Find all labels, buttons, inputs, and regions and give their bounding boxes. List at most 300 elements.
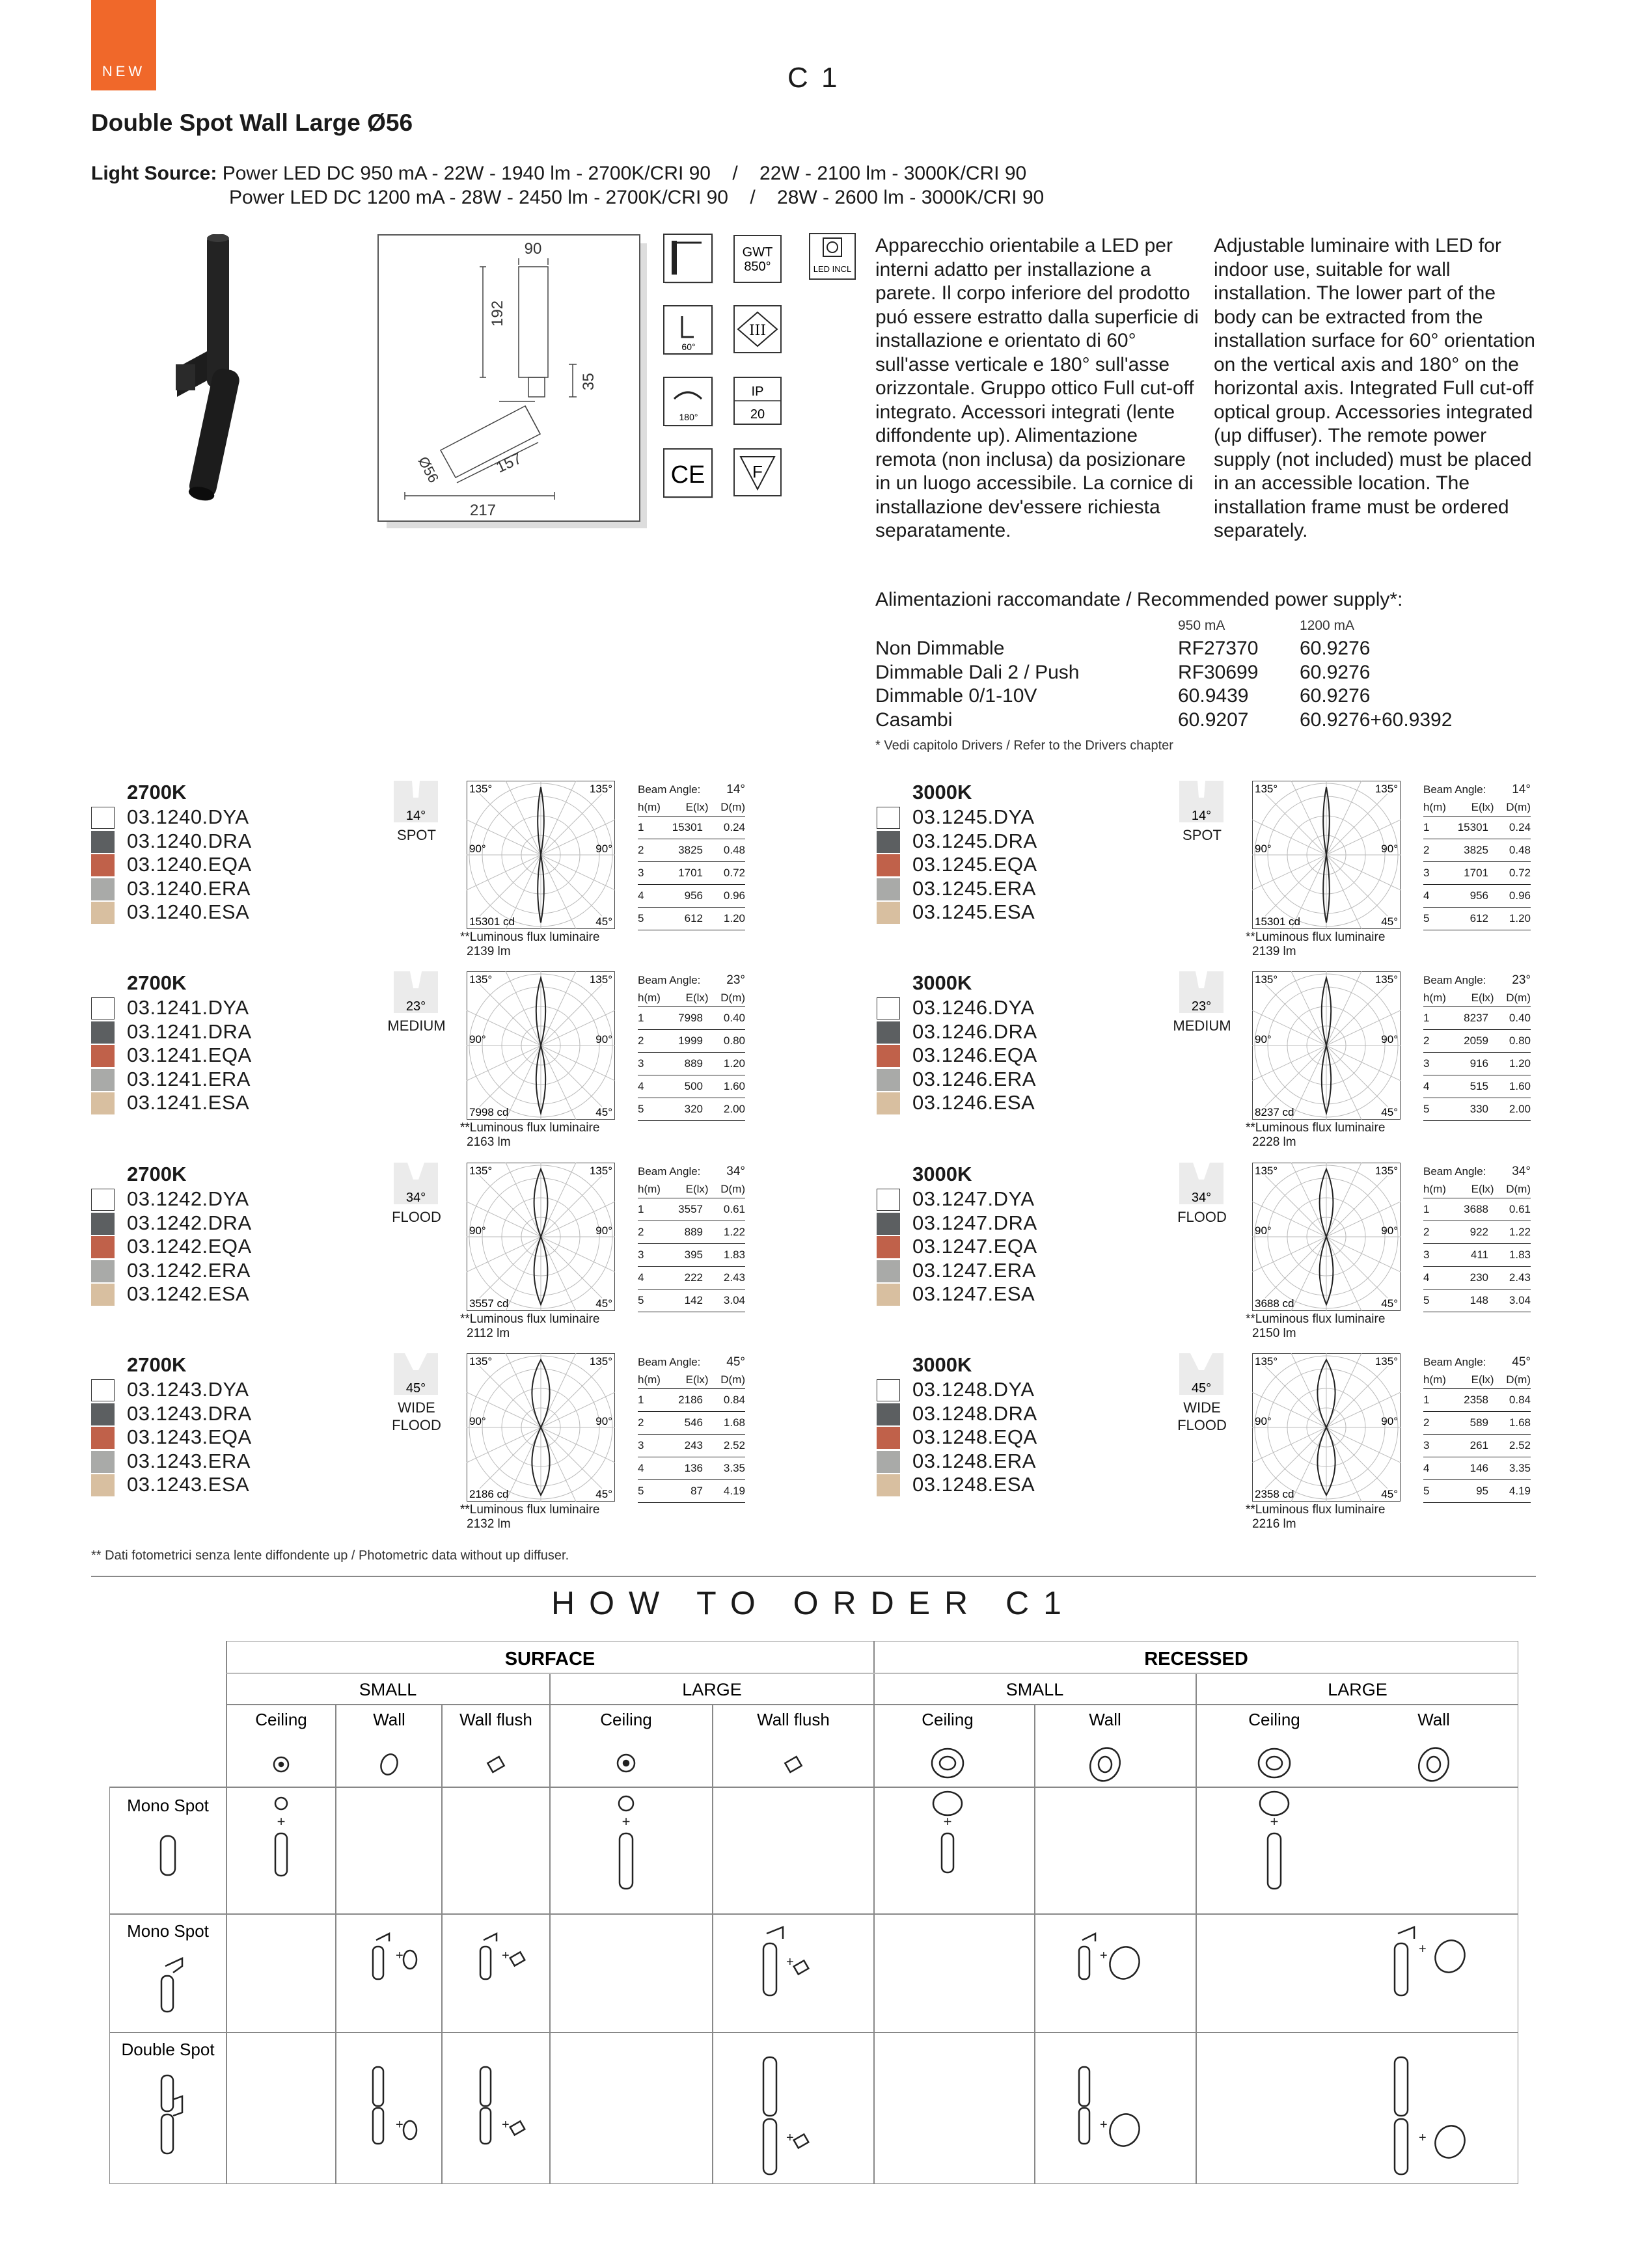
- svg-text:90°: 90°: [1255, 1415, 1272, 1427]
- svg-text:F: F: [752, 462, 763, 481]
- color-swatch-sand: [877, 902, 900, 924]
- light-source-label: Light Source:: [91, 163, 217, 184]
- product-code: 03.1240.ESA: [127, 900, 250, 923]
- power-supply-note: * Vedi capitolo Drivers / Refer to the Drivers chapter: [875, 738, 1173, 753]
- combo-double-recessed-wall-large: [1395, 2057, 1470, 2174]
- product-code: 03.1242.EQA: [127, 1235, 252, 1258]
- product-code: 03.1248.EQA: [912, 1425, 1037, 1448]
- code-row: [127, 1425, 252, 1450]
- product-group: [91, 971, 872, 1160]
- svg-text:45°: 45°: [595, 1488, 612, 1500]
- code-row: [127, 853, 252, 877]
- product-code: 03.1245.DRA: [912, 829, 1037, 852]
- code-row: [912, 853, 1037, 877]
- beam-row: 3 1701 0.72: [638, 862, 745, 885]
- combo-double-wall-small: [373, 2067, 417, 2144]
- svg-text:45°: 45°: [595, 915, 612, 928]
- color-swatch-grey: [877, 1260, 900, 1282]
- combo-recessed-wall-small: [1079, 1934, 1145, 1984]
- svg-text:135°: 135°: [1374, 1355, 1398, 1368]
- svg-text:+: +: [1100, 1949, 1108, 1963]
- certification-icons: [663, 233, 793, 500]
- beam-row: 5 87 4.19: [638, 1480, 745, 1503]
- beam-type: WIDE FLOOD: [1177, 1399, 1227, 1433]
- svg-text:135°: 135°: [1255, 1165, 1278, 1177]
- svg-text:+: +: [1419, 1942, 1427, 1956]
- color-temperature: 3000K: [912, 1353, 972, 1376]
- svg-text:+: +: [502, 2118, 510, 2132]
- code-row: [912, 1450, 1037, 1474]
- class-iii-icon: [734, 306, 781, 353]
- technical-drawing: [377, 234, 640, 522]
- svg-text:135°: 135°: [1255, 783, 1278, 795]
- svg-text:+: +: [1270, 1813, 1279, 1829]
- surface-small: SMALL: [359, 1680, 417, 1699]
- svg-text:90°: 90°: [469, 1415, 486, 1427]
- color-temperature: 2700K: [127, 971, 187, 994]
- code-row: [912, 1282, 1037, 1306]
- beam-angle-icon: [1179, 971, 1224, 1013]
- product-code: 03.1245.EQA: [912, 853, 1037, 876]
- product-code: 03.1241.DYA: [127, 996, 249, 1019]
- color-swatch-white: [91, 1379, 115, 1401]
- ip20-icon: [734, 377, 781, 424]
- color-swatch-dark: [877, 831, 900, 853]
- color-swatch-dark: [91, 831, 115, 853]
- svg-text:135°: 135°: [1374, 1165, 1398, 1177]
- light-source: [91, 161, 1044, 209]
- peak-intensity: 2186 cd: [469, 1488, 509, 1500]
- color-swatch-white: [877, 1189, 900, 1211]
- svg-text:90°: 90°: [1381, 843, 1398, 855]
- beam-row: 1 2358 0.84: [1423, 1389, 1531, 1412]
- svg-text:90°: 90°: [1255, 1033, 1272, 1046]
- beam-table: Beam Angle: 45° h(m) E(lx) D(m) 1 2358 0.84 2 589 1.68 3 261 2.52 4 146 3.35 5 95 4.19: [1423, 1353, 1531, 1503]
- color-swatch-white: [91, 997, 115, 1019]
- col-recessed-small-ceiling: Ceiling: [922, 1710, 974, 1729]
- code-row: [912, 1211, 1037, 1235]
- beam-row: 2 589 1.68: [1423, 1412, 1531, 1435]
- divider: [91, 1576, 1536, 1577]
- svg-text:14°: 14°: [1191, 809, 1212, 822]
- beam-angle-icon: [1179, 1163, 1224, 1204]
- svg-text:90°: 90°: [1255, 843, 1272, 855]
- color-swatch-grey: [91, 878, 115, 900]
- product-group: [91, 1353, 872, 1542]
- color-swatch-white: [91, 807, 115, 829]
- beam-row: 4 956 0.96: [638, 885, 745, 908]
- svg-text:45°: 45°: [1381, 1297, 1398, 1310]
- code-row: [912, 1187, 1037, 1211]
- color-swatch-grey: [91, 1260, 115, 1282]
- beam-row: 4 146 3.35: [1423, 1457, 1531, 1480]
- svg-text:34°: 34°: [1191, 1191, 1212, 1204]
- svg-text:90°: 90°: [595, 1224, 612, 1237]
- ps-row: Casambi 60.9207 60.9276+60.9392: [875, 709, 1453, 731]
- beam-row: 4 500 1.60: [638, 1075, 745, 1098]
- beam-angle-icon: [394, 971, 438, 1013]
- code-row: [127, 830, 252, 854]
- svg-text:135°: 135°: [589, 973, 612, 986]
- product-code: 03.1248.DRA: [912, 1401, 1037, 1425]
- svg-text:135°: 135°: [1255, 973, 1278, 986]
- product-code: 03.1242.ERA: [127, 1258, 251, 1282]
- code-row: [127, 1211, 252, 1235]
- beam-row: 4 515 1.60: [1423, 1075, 1531, 1098]
- beam-row: 1 2186 0.84: [638, 1389, 745, 1412]
- color-temperature: 3000K: [912, 1163, 972, 1185]
- svg-text:+: +: [622, 1813, 631, 1829]
- svg-text:14°: 14°: [405, 809, 426, 822]
- beam-row: 2 1999 0.80: [638, 1030, 745, 1053]
- beam-row: 5 95 4.19: [1423, 1480, 1531, 1503]
- col-surface-small-wall-flush: Wall flush: [459, 1710, 532, 1729]
- svg-text:45°: 45°: [1381, 915, 1398, 928]
- svg-text:+: +: [502, 1949, 510, 1963]
- code-row: [127, 1235, 252, 1259]
- code-row: [912, 1402, 1037, 1426]
- dim-192: 192: [489, 300, 506, 327]
- code-row: [127, 1091, 252, 1115]
- product-code: 03.1243.ESA: [127, 1473, 250, 1496]
- product-code: 03.1245.ESA: [912, 900, 1035, 923]
- product-group: [877, 781, 1627, 969]
- ps-row: Dimmable Dali 2 / Push RF30699 60.9276: [875, 661, 1371, 683]
- svg-text:90°: 90°: [469, 1224, 486, 1237]
- code-row: [127, 996, 252, 1020]
- product-image: [169, 234, 267, 507]
- product-code: 03.1243.DRA: [127, 1401, 252, 1425]
- svg-text:90°: 90°: [1381, 1224, 1398, 1237]
- ce-icon: [664, 449, 713, 498]
- code-row: [127, 1187, 252, 1211]
- combo-double-wall-flush-small: [480, 2067, 525, 2144]
- product-code: 03.1248.ERA: [912, 1449, 1036, 1472]
- beam-row: 2 3825 0.48: [1423, 839, 1531, 862]
- beam-row: 1 7998 0.40: [638, 1007, 745, 1030]
- svg-text:23°: 23°: [405, 999, 426, 1013]
- beam-type: MEDIUM: [387, 1018, 446, 1034]
- recessed-frame-large-icon: [1259, 1749, 1290, 1777]
- svg-text:45°: 45°: [1191, 1381, 1212, 1395]
- luminous-flux: **Luminous flux luminaire 2139 lm: [1246, 930, 1386, 958]
- power-supply-title: Alimentazioni raccomandate / Recommended power supply*:: [875, 589, 1403, 610]
- beam-row: 1 3688 0.61: [1423, 1198, 1531, 1221]
- product-code: 03.1240.ERA: [127, 876, 251, 900]
- description-italian: Apparecchio orientabile a LED per interni adatto per installazione a parete. Il corpo inferiore del prodotto puó essere estratto dalla superficie di installazione e orientato di 60° sull'asse verticale e 180° sull'asse orizzontale. Gruppo ottico Full cut-off integrato. Accessori integrati (lente diffondente up). Alimentazione remota (non inclusa) da posizionare in un luogo accessibile. La cornice di installazione dev'essere richiesta separatamente.: [875, 235, 1199, 541]
- gwt-icon: [734, 236, 781, 282]
- dim-217: 217: [469, 502, 497, 519]
- color-swatch-sand: [877, 1284, 900, 1306]
- product-code: 03.1247.DRA: [912, 1211, 1037, 1234]
- recessed-header: RECESSED: [1144, 1649, 1248, 1669]
- code-row: [127, 805, 252, 830]
- svg-text:+: +: [277, 1813, 286, 1829]
- svg-text:+: +: [943, 1813, 952, 1829]
- product-group: [877, 1163, 1627, 1351]
- surface-large: LARGE: [682, 1680, 742, 1699]
- color-swatch-white: [91, 1189, 115, 1211]
- recessed-large: LARGE: [1328, 1680, 1388, 1699]
- color-swatch-copper: [877, 1045, 900, 1067]
- code-row: [912, 1378, 1037, 1402]
- code-row: [127, 1450, 252, 1474]
- svg-text:135°: 135°: [469, 1165, 493, 1177]
- power-supply-table: [875, 618, 1452, 733]
- svg-text:90°: 90°: [595, 1415, 612, 1427]
- color-temperature: 3000K: [912, 971, 972, 994]
- polar-diagram: [1252, 1163, 1401, 1311]
- color-temperature: 2700K: [127, 781, 187, 803]
- code-row: [912, 830, 1037, 854]
- svg-text:GWT: GWT: [742, 245, 773, 260]
- combo-double-wall-flush-large: [763, 2057, 808, 2174]
- dim-35: 35: [580, 373, 597, 390]
- product-code: 03.1245.ERA: [912, 876, 1036, 900]
- beam-table: Beam Angle: 23° h(m) E(lx) D(m) 1 7998 0.40 2 1999 0.80 3 889 1.20 4 500 1.60 5 320 2.00: [638, 971, 745, 1121]
- ps-col-950: 950 mA: [1178, 618, 1225, 633]
- product-group: [877, 971, 1627, 1160]
- luminous-flux: **Luminous flux luminaire 2132 lm: [460, 1503, 600, 1531]
- color-swatch-sand: [91, 1474, 115, 1496]
- svg-text:850°: 850°: [744, 260, 771, 274]
- beam-row: 1 3557 0.61: [638, 1198, 745, 1221]
- code-row: [127, 1068, 252, 1092]
- code-row: [127, 1402, 252, 1426]
- luminous-flux: **Luminous flux luminaire 2163 lm: [460, 1121, 600, 1149]
- color-swatch-white: [877, 1379, 900, 1401]
- product-codes: [912, 996, 1037, 1115]
- product-group: [877, 1353, 1627, 1542]
- color-temperature: 2700K: [127, 1163, 187, 1185]
- luminous-flux: **Luminous flux luminaire 2216 lm: [1246, 1503, 1386, 1531]
- beam-row: 4 230 2.43: [1423, 1267, 1531, 1289]
- color-swatch-grey: [877, 1451, 900, 1473]
- combo-wall-small: [373, 1934, 417, 1979]
- beam-table: Beam Angle: 34° h(m) E(lx) D(m) 1 3557 0.61 2 889 1.22 3 395 1.83 4 222 2.43 5 142 3.04: [638, 1163, 745, 1312]
- polar-diagram: [467, 1163, 615, 1311]
- beam-row: 2 546 1.68: [638, 1412, 745, 1435]
- svg-text:90°: 90°: [469, 1033, 486, 1046]
- product-code: 03.1241.DRA: [127, 1019, 252, 1043]
- code-row: [912, 900, 1037, 925]
- mono-spot-icon: [161, 1836, 175, 1875]
- combo-recessed-wall-large: [1395, 1927, 1470, 1995]
- luminous-flux: **Luminous flux luminaire 2139 lm: [460, 930, 600, 958]
- color-swatch-white: [877, 807, 900, 829]
- col-surface-large-ceiling: Ceiling: [600, 1710, 652, 1729]
- product-codes: [127, 1187, 252, 1306]
- f-mark-icon: [734, 449, 781, 496]
- wall-mount-icon: [664, 234, 713, 284]
- svg-text:135°: 135°: [1374, 783, 1398, 795]
- svg-text:+: +: [1100, 2118, 1108, 2132]
- svg-text:135°: 135°: [589, 1165, 612, 1177]
- color-swatch-grey: [91, 1069, 115, 1091]
- beam-angle-icon: [394, 781, 438, 822]
- beam-table: Beam Angle: 14° h(m) E(lx) D(m) 1 15301 0.24 2 3825 0.48 3 1701 0.72 4 956 0.96 5 612 1.20: [1423, 781, 1531, 930]
- light-source-line1: Power LED DC 950 mA - 22W - 1940 lm - 2700K/CRI 90 / 22W - 2100 lm - 3000K/CRI 90: [222, 163, 1027, 184]
- beam-row: 3 411 1.83: [1423, 1244, 1531, 1267]
- code-row: [912, 1235, 1037, 1259]
- tilt-60-icon: [664, 306, 713, 355]
- beam-row: 3 916 1.20: [1423, 1053, 1531, 1075]
- product-code: 03.1245.DYA: [912, 805, 1035, 828]
- color-swatch-dark: [91, 1021, 115, 1044]
- product-code: 03.1246.DRA: [912, 1019, 1037, 1043]
- code-row: [127, 1282, 252, 1306]
- svg-text:+: +: [786, 2131, 794, 2145]
- svg-text:45°: 45°: [405, 1381, 426, 1395]
- color-swatch-dark: [91, 1213, 115, 1235]
- wall-flush-plate-large-icon: [785, 1757, 801, 1772]
- beam-table: Beam Angle: 23° h(m) E(lx) D(m) 1 8237 0.40 2 2059 0.80 3 916 1.20 4 515 1.60 5 330 2.00: [1423, 971, 1531, 1121]
- color-swatch-sand: [877, 1092, 900, 1114]
- dim-157: 157: [493, 450, 525, 477]
- product-group: [91, 1163, 872, 1351]
- col-surface-small-ceiling: Ceiling: [255, 1710, 307, 1729]
- svg-text:90°: 90°: [469, 843, 486, 855]
- polar-diagram: [1252, 1353, 1401, 1502]
- dim-90: 90: [524, 240, 542, 258]
- description-english: Adjustable luminaire with LED for indoor use, suitable for wall installation. The lower part of the body can be extracted from the installation surface for 60° orientation on the vertical axis and 180° on the horizontal axis. Integrated Full cut-off optical group. Accessories integrated (up diffuser). The remote power supply (not included) must be placed in an accessible location. The installation frame must be ordered separately.: [1214, 235, 1535, 541]
- code-row: [912, 1259, 1037, 1283]
- peak-intensity: 2358 cd: [1255, 1488, 1294, 1500]
- product-code: 03.1247.ERA: [912, 1258, 1036, 1282]
- combo-ceiling-large: [619, 1796, 633, 1889]
- product-code: 03.1247.EQA: [912, 1235, 1037, 1258]
- color-swatch-sand: [91, 1092, 115, 1114]
- ps-row: Dimmable 0/1-10V 60.9439 60.9276: [875, 685, 1371, 707]
- product-code: 03.1241.ERA: [127, 1067, 251, 1090]
- beam-table: Beam Angle: 34° h(m) E(lx) D(m) 1 3688 0.61 2 922 1.22 3 411 1.83 4 230 2.43 5 148 3.04: [1423, 1163, 1531, 1312]
- color-swatch-copper: [91, 1236, 115, 1258]
- peak-intensity: 15301 cd: [1255, 915, 1300, 928]
- code-row: [912, 805, 1037, 830]
- product-code: 03.1247.ESA: [912, 1282, 1035, 1305]
- code-row: [912, 996, 1037, 1020]
- beam-row: 1 15301 0.24: [1423, 817, 1531, 839]
- product-code: 03.1243.ERA: [127, 1449, 251, 1472]
- beam-table: Beam Angle: 45° h(m) E(lx) D(m) 1 2186 0.84 2 546 1.68 3 243 2.52 4 136 3.35 5 87 4.19: [638, 1353, 745, 1503]
- code-row: [127, 1020, 252, 1044]
- page-code: C 1: [787, 62, 840, 94]
- beam-row: 3 889 1.20: [638, 1053, 745, 1075]
- product-code: 03.1246.DYA: [912, 996, 1035, 1019]
- new-badge: NEW: [91, 0, 156, 90]
- color-swatch-dark: [91, 1403, 115, 1425]
- luminous-flux: **Luminous flux luminaire 2112 lm: [460, 1312, 600, 1340]
- beam-row: 3 243 2.52: [638, 1435, 745, 1457]
- order-table: [109, 1641, 1518, 2184]
- col-surface-large-wall-flush: Wall flush: [757, 1710, 830, 1729]
- product-code: 03.1246.ESA: [912, 1091, 1035, 1114]
- beam-type: SPOT: [1183, 827, 1222, 843]
- polar-diagram: [1252, 781, 1401, 929]
- color-swatch-sand: [91, 902, 115, 924]
- beam-row: 4 222 2.43: [638, 1267, 745, 1289]
- color-swatch-copper: [91, 1045, 115, 1067]
- beam-angle-icon: [394, 1353, 438, 1395]
- svg-text:45°: 45°: [595, 1297, 612, 1310]
- code-row: [912, 1068, 1037, 1092]
- col-recessed-large-wall: Wall: [1417, 1710, 1450, 1729]
- peak-intensity: 7998 cd: [469, 1106, 509, 1118]
- svg-text:135°: 135°: [589, 1355, 612, 1368]
- beam-angle-icon: [1179, 1353, 1224, 1395]
- product-code: 03.1248.DYA: [912, 1378, 1035, 1401]
- wall-cap-icon: [378, 1752, 400, 1777]
- photometric-note: ** Dati fotometrici senza lente diffondente up / Photometric data without up diffuser.: [91, 1548, 569, 1563]
- beam-row: 3 1701 0.72: [1423, 862, 1531, 885]
- svg-text:180°: 180°: [679, 412, 698, 422]
- product-codes: [912, 1378, 1037, 1497]
- beam-table: Beam Angle: 14° h(m) E(lx) D(m) 1 15301 0.24 2 3825 0.48 3 1701 0.72 4 956 0.96 5 612 1.20: [638, 781, 745, 930]
- combo-ceiling-small: [275, 1798, 287, 1876]
- mono-spot-wall-icon: [161, 1958, 182, 2012]
- code-row: [912, 1473, 1037, 1497]
- svg-text:34°: 34°: [405, 1191, 426, 1204]
- col-surface-small-wall: Wall: [373, 1710, 405, 1729]
- svg-text:45°: 45°: [1381, 1488, 1398, 1500]
- beam-row: 5 612 1.20: [1423, 908, 1531, 930]
- polar-diagram: [467, 1353, 615, 1502]
- color-temperature: 3000K: [912, 781, 972, 803]
- row-double-spot: Double Spot: [121, 2040, 215, 2059]
- color-swatch-grey: [877, 878, 900, 900]
- code-row: [912, 1020, 1037, 1044]
- beam-row: 2 3825 0.48: [638, 839, 745, 862]
- svg-text:60°: 60°: [681, 342, 696, 352]
- product-code: 03.1241.ESA: [127, 1091, 250, 1114]
- svg-text:+: +: [786, 1955, 794, 1969]
- svg-text:135°: 135°: [469, 783, 493, 795]
- svg-text:45°: 45°: [1381, 1106, 1398, 1118]
- color-swatch-dark: [877, 1213, 900, 1235]
- svg-text:IP: IP: [751, 385, 764, 399]
- product-codes: [912, 805, 1037, 925]
- beam-angle-icon: [394, 1163, 438, 1204]
- svg-text:135°: 135°: [1255, 1355, 1278, 1368]
- code-row: [127, 1044, 252, 1068]
- color-swatch-copper: [877, 1427, 900, 1449]
- dim-diameter: Ø56: [415, 453, 443, 486]
- product-code: 03.1240.DYA: [127, 805, 249, 828]
- product-code: 03.1241.EQA: [127, 1044, 252, 1066]
- svg-text:+: +: [396, 1949, 403, 1963]
- recessed-wall-frame-icon: [1085, 1743, 1125, 1786]
- beam-row: 2 889 1.22: [638, 1221, 745, 1244]
- beam-row: 4 956 0.96: [1423, 885, 1531, 908]
- product-code: 03.1243.DYA: [127, 1378, 249, 1401]
- double-spot-icon: [161, 2075, 182, 2153]
- col-recessed-small-wall: Wall: [1089, 1710, 1121, 1729]
- color-swatch-grey: [877, 1069, 900, 1091]
- svg-text:135°: 135°: [1374, 973, 1398, 986]
- product-code: 03.1240.DRA: [127, 829, 252, 852]
- peak-intensity: 3688 cd: [1255, 1297, 1294, 1310]
- beam-row: 5 320 2.00: [638, 1098, 745, 1121]
- color-swatch-grey: [91, 1451, 115, 1473]
- color-swatch-dark: [877, 1403, 900, 1425]
- code-row: [912, 877, 1037, 901]
- beam-row: 2 922 1.22: [1423, 1221, 1531, 1244]
- beam-row: 2 2059 0.80: [1423, 1030, 1531, 1053]
- code-row: [912, 1425, 1037, 1450]
- product-code: 03.1248.ESA: [912, 1473, 1035, 1496]
- peak-intensity: 3557 cd: [469, 1297, 509, 1310]
- product-code: 03.1247.DYA: [912, 1187, 1035, 1210]
